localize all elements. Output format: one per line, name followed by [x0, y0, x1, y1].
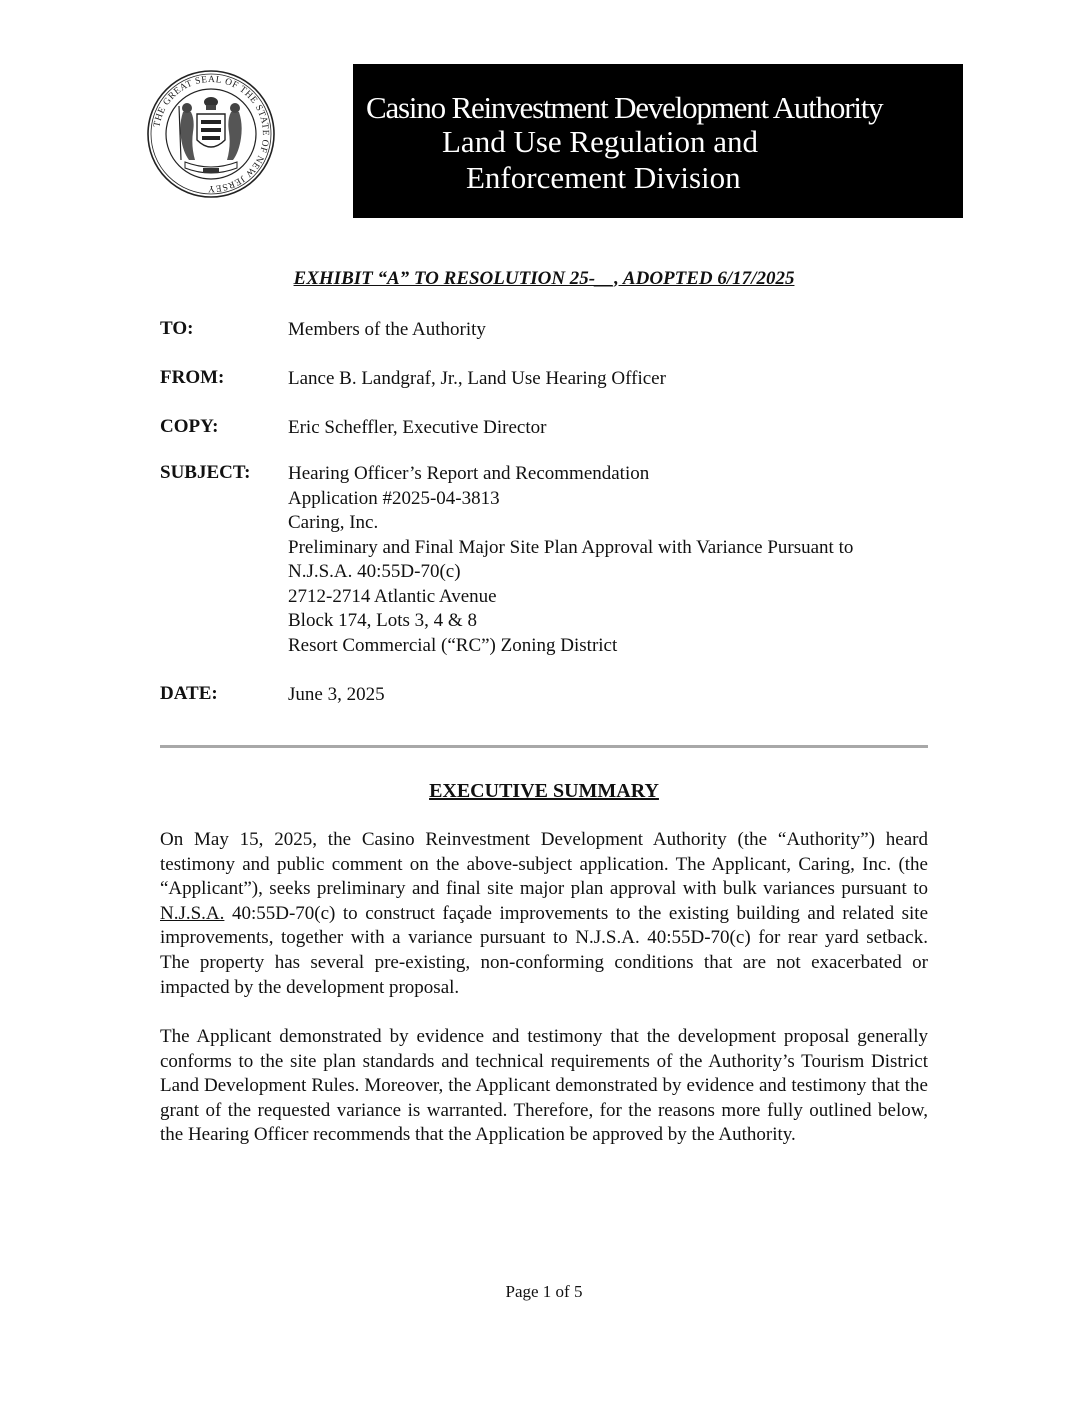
to-label: TO:	[160, 318, 194, 339]
statute-reference: N.J.S.A.	[160, 902, 225, 924]
section-divider	[160, 745, 928, 748]
subject-line: 2712-2714 Atlantic Avenue	[288, 585, 497, 607]
page-number: Page 1 of 5	[505, 1282, 583, 1301]
to-value: Members of the Authority	[288, 319, 486, 340]
svg-text:THE GREAT SEAL OF THE STATE OF: THE GREAT SEAL OF THE STATE OF NEW JERSEY	[152, 74, 271, 194]
summary-paragraph-1	[160, 828, 928, 1000]
state-seal	[145, 68, 277, 200]
subject-line: Hearing Officer’s Report and Recommendation	[288, 463, 650, 484]
copy-value: Eric Scheffler, Executive Director	[288, 417, 547, 438]
subject-line: N.J.S.A. 40:55D-70(c)	[288, 561, 461, 582]
subject-block	[288, 462, 853, 658]
header-authority-name: Casino Reinvestment Development Authority	[366, 90, 883, 125]
exhibit-title: EXHIBIT “A” TO RESOLUTION 25-__, ADOPTED 6/17/2025	[293, 268, 795, 289]
header-division-line1: Land Use Regulation and	[442, 124, 758, 159]
date-label: DATE:	[160, 683, 218, 704]
executive-summary-title: EXECUTIVE SUMMARY	[429, 780, 659, 802]
from-value: Lance B. Landgraf, Jr., Land Use Hearing Officer	[288, 368, 666, 389]
date-value: June 3, 2025	[288, 684, 385, 705]
header-division-line2: Enforcement Division	[466, 160, 741, 195]
subject-line: Block 174, Lots 3, 4 & 8	[288, 610, 477, 631]
copy-label: COPY:	[160, 416, 219, 437]
summary-paragraph-1-text-cont: 40:55D-70(c) to construct façade improvements to the existing building and related site improvements, together with a variance pursuant to N.J.S.A. 40:55D-70(c) for rear yard setback. The property has several pre-existing, non-conforming conditions that are not exacerbated or impacted by the development proposal.	[160, 902, 928, 998]
subject-line: Preliminary and Final Major Site Plan Approval with Variance Pursuant to	[288, 536, 854, 558]
subject-line: Resort Commercial (“RC”) Zoning District	[288, 634, 618, 656]
division-header	[353, 64, 963, 218]
subject-line: Caring, Inc.	[288, 512, 379, 533]
summary-paragraph-1-text: On May 15, 2025, the Casino Reinvestment Development Authority (the “Authority”) heard testimony and public comment on the above-subject application. The Applicant, Caring, Inc. (the “Applicant”), seeks preliminary and final site major plan approval with bulk variances pursuant to	[160, 829, 928, 900]
subject-line: Application #2025-04-3813	[288, 487, 500, 509]
from-label: FROM:	[160, 367, 225, 388]
subject-label: SUBJECT:	[160, 462, 251, 483]
summary-paragraph-2: The Applicant demonstrated by evidence and testimony that the development proposal generally conforms to the site plan standards and technical requirements of the Authority’s Tourism District Land Development Rules. Moreover, the Applicant demonstrated by evidence and testimony that the grant of the requested variance is warranted. Therefore, for the reasons more fully outlined below, the Hearing Officer recommends that the Application be approved by the Authority.	[160, 1026, 928, 1146]
